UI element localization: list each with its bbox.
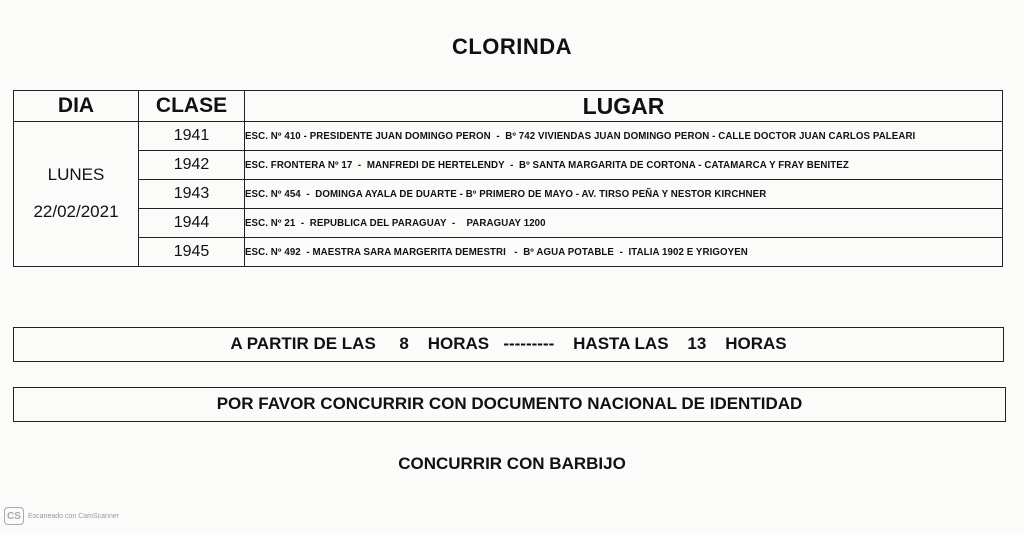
page-title: CLORINDA xyxy=(451,34,573,59)
table-header-row xyxy=(14,91,1003,122)
date-label: 22/02/2021 xyxy=(33,202,119,221)
header-dia: DIA xyxy=(14,91,139,122)
watermark-text: Escaneado con CamScanner xyxy=(28,512,120,520)
barbijo-notice: CONCURRIR CON BARBIJO xyxy=(398,454,626,473)
clase-cell: 1941 xyxy=(139,122,245,151)
schedule-table xyxy=(13,90,1003,267)
lugar-cell: ESC. Nº 21 - REPUBLICA DEL PARAGUAY - PARAGUAY 1200 xyxy=(245,209,1003,238)
hours-notice: A PARTIR DE LAS 8 HORAS --------- HASTA LAS 13 HORAS xyxy=(13,327,1004,362)
dni-notice: POR FAVOR CONCURRIR CON DOCUMENTO NACIONAL DE IDENTIDAD xyxy=(13,387,1006,422)
header-clase: CLASE xyxy=(139,91,245,122)
lugar-cell: ESC. FRONTERA Nº 17 - MANFREDI DE HERTELENDY - Bº SANTA MARGARITA DE CORTONA - CATAMARCA Y FRAY BENITEZ xyxy=(245,151,1003,180)
lugar-cell: ESC. Nº 454 - DOMINGA AYALA DE DUARTE - Bº PRIMERO DE MAYO - AV. TIRSO PEÑA Y NESTOR KIRCHNER xyxy=(245,180,1003,209)
clase-cell: 1942 xyxy=(139,151,245,180)
scanner-watermark xyxy=(4,507,119,525)
lugar-cell: ESC. Nº 492 - MAESTRA SARA MARGERITA DEMESTRI - Bº AGUA POTABLE - ITALIA 1902 E YRIGOYEN xyxy=(245,238,1003,267)
clase-cell: 1944 xyxy=(139,209,245,238)
camscanner-logo-icon: CS xyxy=(4,507,24,525)
table-row xyxy=(14,238,1003,267)
table-row xyxy=(14,151,1003,180)
day-cell xyxy=(14,122,139,267)
clase-cell: 1943 xyxy=(139,180,245,209)
table-row xyxy=(14,209,1003,238)
lugar-cell: ESC. Nº 410 - PRESIDENTE JUAN DOMINGO PERON - Bº 742 VIVIENDAS JUAN DOMINGO PERON - CALLE DOCTOR JUAN CARLOS PALEARI xyxy=(245,122,1003,151)
table-row xyxy=(14,122,1003,151)
clase-cell: 1945 xyxy=(139,238,245,267)
day-label: LUNES xyxy=(47,165,105,185)
table-row xyxy=(14,180,1003,209)
header-lugar: LUGAR xyxy=(245,91,1003,122)
